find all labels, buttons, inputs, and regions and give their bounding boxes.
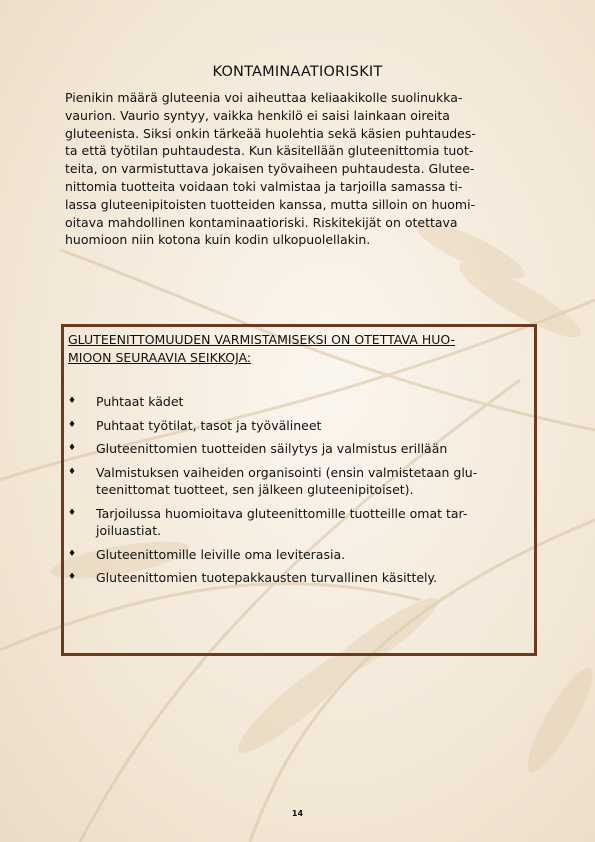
list-item-text: Puhtaat työtilat, tasot ja työvälineet	[96, 417, 322, 433]
diamond-bullet-icon: ♦	[68, 419, 77, 430]
diamond-bullet-icon: ♦	[68, 466, 77, 477]
list-item	[64, 393, 534, 411]
list-item-text: Tarjoilussa huomioitava gluteenittomille tuotteille omat tar-	[96, 505, 468, 521]
intro-line: nittomia tuotteita voidaan toki valmistaa ja tarjoilla samassa ti-	[65, 178, 463, 194]
diamond-bullet-icon: ♦	[68, 507, 77, 518]
intro-line: oitava mahdollinen kontaminaatioriski. Riskitekijät on otettava	[65, 214, 458, 230]
list-item-text: joiluastiat.	[96, 523, 162, 538]
page-number: 14	[291, 809, 304, 818]
intro-line: ta että työtilan puhtaudesta. Kun käsitellään gluteenittomia tuot-	[65, 143, 474, 159]
diamond-bullet-icon: ♦	[68, 572, 77, 582]
checklist	[64, 393, 534, 587]
diamond-bullet-icon: ♦	[68, 396, 77, 406]
intro-line: huomioon niin kotona kuin kodin ulkopuolellakin.	[65, 232, 371, 248]
list-item-text: Gluteenittomille leiville oma leviterasia.	[96, 546, 346, 562]
list-item-text: Gluteenittomien tuotepakkausten turvallinen käsittely.	[96, 570, 438, 585]
intro-paragraph	[65, 89, 535, 249]
list-item	[64, 546, 534, 564]
intro-line: gluteenista. Siksi onkin tärkeää huolehtia sekä käsien puhtaudes-	[65, 125, 476, 141]
intro-line: lassa gluteenipitoisten tuotteiden kanssa, mutta silloin on huomi-	[65, 196, 476, 212]
page-title: KONTAMINAATIORISKIT	[212, 64, 383, 80]
checklist-heading	[68, 331, 528, 367]
list-item	[64, 569, 534, 587]
diamond-bullet-icon: ♦	[68, 548, 77, 559]
checklist-box	[61, 324, 537, 656]
checklist-heading-line: GLUTEENITTOMUUDEN VARMISTAMISEKSI ON OTETTAVA HUO-	[68, 332, 456, 347]
list-item	[64, 440, 534, 458]
list-item	[64, 464, 534, 499]
list-item	[64, 417, 534, 435]
checklist-heading-line: MIOON SEURAAVIA SEIKKOJA:	[68, 350, 252, 365]
intro-line: vaurion. Vaurio syntyy, vaikka henkilö ei saisi lainkaan oireita	[65, 107, 450, 123]
list-item	[64, 505, 534, 540]
list-item-text: Gluteenittomien tuotteiden säilytys ja valmistus erillään	[96, 441, 448, 456]
list-item-text: Valmistuksen vaiheiden organisointi (ensin valmistetaan glu-	[96, 464, 478, 480]
list-item-text: teenittomat tuotteet, sen jälkeen gluteenipitoiset).	[96, 482, 414, 497]
intro-line: Pienikin määrä gluteenia voi aiheuttaa keliaakikolle suolinukka-	[65, 90, 463, 105]
intro-line: teita, on varmistuttava jokaisen työvaiheen puhtaudesta. Glutee-	[65, 161, 475, 177]
diamond-bullet-icon: ♦	[68, 443, 77, 453]
list-item-text: Puhtaat kädet	[96, 394, 184, 409]
